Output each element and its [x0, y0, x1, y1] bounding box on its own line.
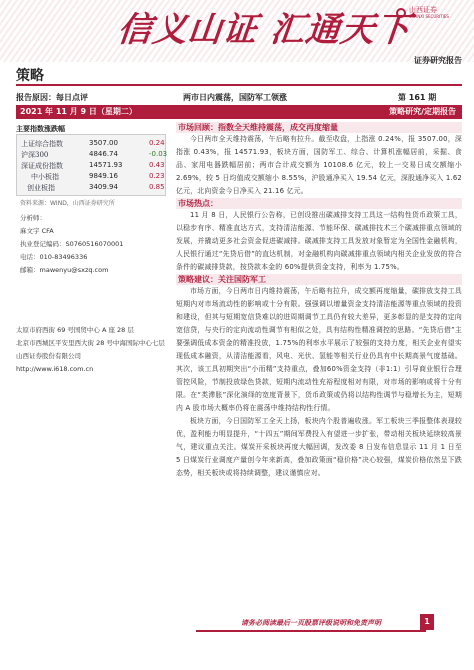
index-name: 深证成份指数 — [21, 162, 63, 170]
index-table — [16, 134, 166, 196]
section-heading-strategy: 策略建议：关注国防军工 — [176, 274, 462, 285]
index-value: 9849.16 — [89, 172, 118, 180]
section-body-hotspot: 11 月 8 日，人民银行公告称，已创设推出碳减排支持工具这一结构性货币政策工具，以稳步有序、精准直达方式，支持清洁能源、节能环保、碳减排技术三个碳减排重点领域的发展，并撬动更多社会资金促进碳减排。碳减排支持工具发放对象暂定为全国性金融机构，人民银行通过“先贷后借”的直达机制，对金融机构向碳减排重点领域内相关企业发放的符合条件的碳减排贷款，按贷款本金的 60%提供资金支持，利率为 1.75%。 — [176, 211, 462, 271]
footer-disclaimer: 请务必阅读最后一页股票评级说明和免责声明 — [196, 616, 426, 632]
company-address — [16, 325, 166, 377]
index-name: 中小板指 — [31, 173, 59, 181]
index-row — [17, 139, 165, 148]
date-bar — [16, 105, 462, 119]
section-heading-hotspot: 市场热点： — [176, 198, 462, 209]
data-source: 资料来源：WIND，山西证券研究所 — [20, 200, 115, 207]
report-origin: 报告原因：每日点评 — [16, 93, 88, 102]
slogan: 信义山证 汇通天下 — [115, 10, 413, 50]
analyst-label: 分析师： — [20, 214, 46, 222]
index-change: 0.23 — [149, 172, 165, 180]
company-name: 山西证券股份有限公司 — [16, 352, 81, 360]
analyst-name: 麻文宇 CFA — [20, 227, 54, 235]
index-row — [17, 150, 168, 159]
analyst-email[interactable]: 邮箱：mawenyu@sxzq.com — [20, 266, 109, 274]
index-value: 14571.93 — [89, 161, 123, 169]
logo-subtext: SHANXI SECURITIES — [409, 14, 449, 19]
report-date: 2021 年 11 月 9 日（星期二） — [20, 107, 137, 116]
index-row — [17, 161, 165, 170]
divider-line — [16, 84, 462, 86]
company-logo — [396, 6, 449, 19]
report-headline: 两市日内震荡，国防军工领涨 — [183, 93, 287, 102]
index-change: 0.43 — [149, 161, 165, 169]
index-change: 0.24 — [149, 139, 165, 147]
analyst-info — [20, 214, 168, 279]
index-table-title: 主要指数涨跌幅 — [16, 125, 65, 133]
index-row — [17, 183, 165, 192]
section-body-sectors: 板块方面，今日国防军工全天上扬，板块内个股普遍收涨。军工板块三季报整体表现较优，盈利能力明显提升，“十四五”期间军费投入有望进一步扩张，带动相关板块延续较高景气，建议重点关注。煤炭开采板块再度大幅回调，发改委 8 日发布信息显示 11 月 1 日至 5 日煤炭行业调度产量创今年来新高，叠加政策面“稳价格”决心较强，煤炭价格依然呈下跌态势，相关板块或将持续调整，建议谨慎应对。 — [176, 417, 462, 477]
report-category: 策略研究/定期报告 — [389, 107, 456, 116]
address-beijing: 北京市西城区平安里西大街 28 号中海国际中心七层 — [16, 339, 165, 347]
page-number: 1 — [420, 614, 434, 630]
report-body — [176, 122, 462, 480]
issue-number: 第 161 期 — [398, 93, 437, 102]
index-name: 沪深300 — [21, 151, 49, 159]
logo-text: 山西证券 — [409, 6, 437, 14]
address-taiyuan: 太原市府西街 69 号国贸中心 A 座 28 层 — [16, 326, 134, 334]
index-name: 上证综合指数 — [21, 140, 63, 148]
index-name: 创业板指 — [27, 184, 55, 192]
company-website-link[interactable]: http://www.i618.com.cn — [16, 365, 94, 373]
section-body-market-review: 今日两市全天维持震荡，午后略有拉升。截至收盘，上指涨 0.24%，报 3507.00，深指涨 0.43%，报 14571.93，板块方面，国防军工、综合、计算机涨幅居前，采掘、食品、家用电器跌幅居前；两市合计成交额为 10108.6 亿元，较上一交易日成交额缩小 2.69%，较 5 日均值成交额缩小 8.55%，沪股通净买入 19.54 亿元，深股通净买入 1.62 亿元，北向资金今日净买入 21.16 亿元。 — [176, 135, 462, 195]
index-value: 3409.94 — [89, 183, 118, 191]
index-change: 0.85 — [149, 183, 165, 191]
index-change: -0.03 — [149, 150, 168, 158]
series-label: 证券研究报告 — [414, 56, 462, 65]
section-body-strategy: 市场方面，今日两市日内维持震荡，午后略有拉升，成交额再度缩量，碳排放支持工具短期内对市场流动性的影响或十分有限。强强调以增量资金支持清洁能源等重点领域的投资和建设，但其与短期宽信贷难以的进周期调节工具仍有较大差异，更多彰显的是支持的定向宽信贷，与央行的定向流动性调节有相似之处，具有结构性精准调控的思路。“先贷后借”主要强调低成本资金的精准投放，1.75%的利率水平展示了较强的支持力度，相关企业有望实现低成本融资，从清洁能源看，风电、光伏、氢能等相关行业仍具有中长期高景气度基础。其次，该工具初期突出“小而精”支持重点，叠加60%资金支持（非1:1）引导商业银行合理管控风险，节制投放绿色贷款，短期内流动性充裕程度相对有限，对市场的影响或将十分有限。在“类滞胀”深化演绎的宽度背景下，货币政策或仍将以结构性调节与稳增长为主，短期内 A 股市场大概率仍将在震荡中维持结构性行情。 — [176, 287, 462, 412]
section-heading-market-review: 市场回顾：指数全天维持震荡，成交再度缩量 — [176, 122, 462, 133]
analyst-license: 执业登记编码：S0760516070001 — [20, 240, 124, 248]
analyst-phone: 电话：010-83496336 — [20, 253, 88, 261]
index-row — [17, 172, 165, 181]
index-value: 3507.00 — [89, 139, 118, 147]
masthead-banner — [0, 0, 474, 62]
index-value: 4846.74 — [89, 150, 118, 158]
logo-icon — [396, 8, 406, 18]
report-type-title: 策略 — [16, 68, 44, 84]
